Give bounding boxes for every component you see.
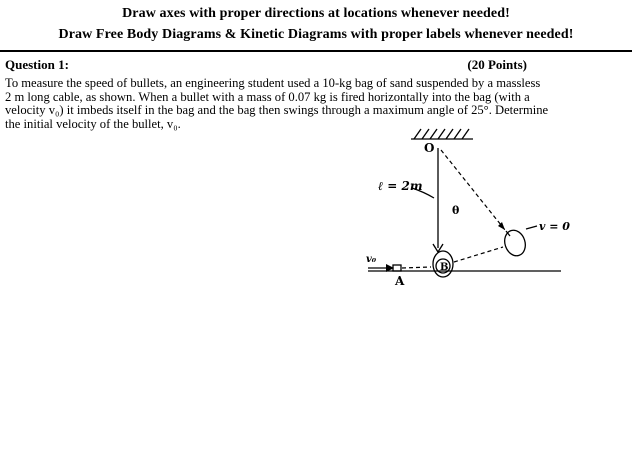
- swung-bag: [501, 228, 528, 259]
- cable-length-label: ℓ = 2m: [378, 179, 423, 193]
- swing-trajectory-dashed-line: [454, 247, 503, 262]
- bag-b: [433, 251, 453, 277]
- bullet-point-label: A: [395, 274, 405, 288]
- question-label: Question 1:: [5, 57, 69, 72]
- pivot-label: O: [424, 141, 435, 155]
- instruction-line-2: Draw Free Body Diagrams & Kinetic Diagrams with proper labels whenever needed!: [58, 27, 574, 42]
- question-body: [0, 73, 600, 131]
- bullet-velocity-label: v₀: [366, 254, 377, 265]
- question-body-line: the initial velocity of the bullet, v₀.: [5, 116, 181, 131]
- question-body-line: velocity v₀) it imbeds itself in the bag and the bag then swings through a maximum angle of 25°. Determine: [5, 103, 549, 118]
- cable-swung-dashed-line: [441, 150, 505, 230]
- angle-label: θ: [452, 204, 460, 217]
- final-velocity-label: v = 0: [539, 220, 570, 233]
- points-label: (20 Points): [467, 57, 527, 72]
- question-body-line: To measure the speed of bullets, an engineering student used a 10-kg bag of sand suspended by a massless: [5, 76, 541, 90]
- cable-vertical-line: [433, 148, 443, 252]
- final-velocity-leader-line: [526, 226, 537, 229]
- bag-label: B: [440, 262, 449, 273]
- cable-length-leader-line: [412, 188, 434, 198]
- question-body-line: 2 m long cable, as shown. When a bullet with a mass of 0.07 kg is fired horizontally into the bag (with a: [5, 89, 530, 104]
- question-header-row: [0, 52, 632, 73]
- instruction-line-1: Draw axes with proper directions at locations whenever needed!: [122, 6, 510, 21]
- bullet: [368, 264, 431, 272]
- instructions-header: [0, 0, 632, 45]
